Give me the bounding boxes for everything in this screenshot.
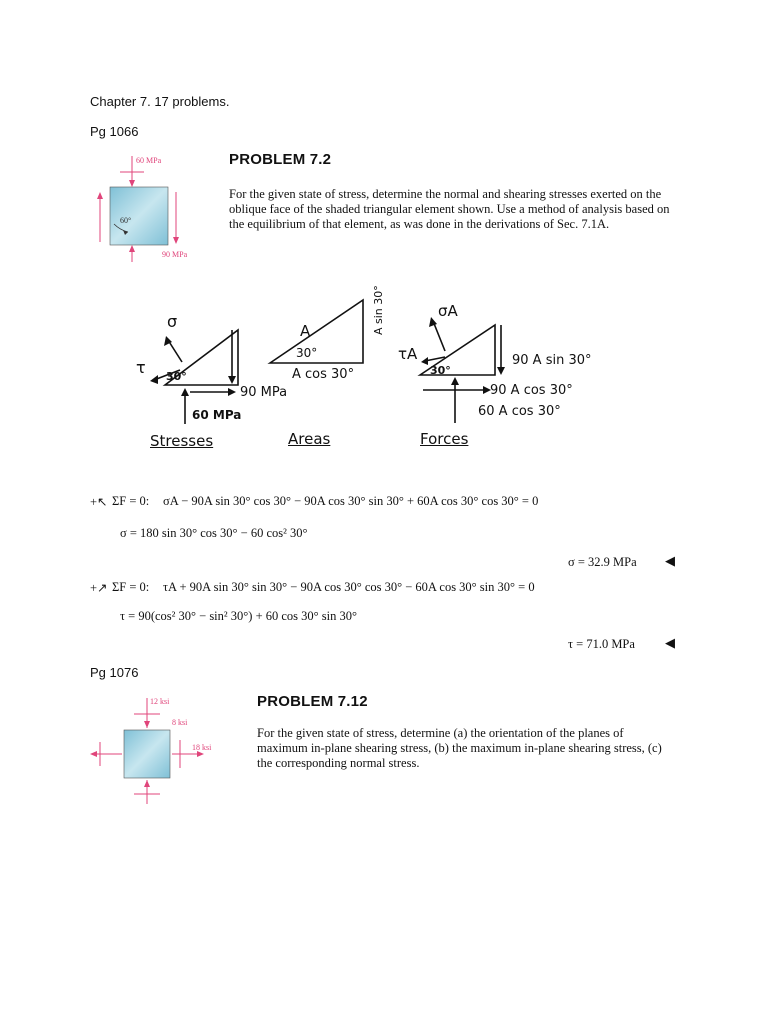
- stresses-tau-label: τ: [136, 358, 146, 377]
- problem-7-2-title: PROBLEM 7.2: [229, 151, 332, 168]
- forces-vertical-label: 90 A sin 30°: [512, 353, 592, 368]
- areas-bottom-label: A cos 30°: [292, 367, 355, 382]
- areas-caption: Areas: [288, 430, 331, 448]
- forces-horizontal-label: 90 A cos 30°: [490, 383, 573, 398]
- fig-label-60mpa: 60 MPa: [136, 156, 162, 165]
- equation-4: τ = 90(cos² 30° − sin² 30°) + 60 cos 30° sin 30°: [120, 609, 357, 623]
- areas-angle-label: 30°: [296, 346, 318, 360]
- forces-tau-label: τA: [398, 345, 418, 363]
- forces-bottom-label: 60 A cos 30°: [478, 404, 561, 419]
- stresses-90mpa-label: 90 MPa: [240, 385, 288, 400]
- stresses-caption: Stresses: [150, 432, 214, 450]
- equation-3-symbol: +↗: [90, 581, 108, 595]
- page-ref-1066: Pg 1066: [90, 124, 139, 139]
- fig-label-12ksi: 12 ksi: [150, 697, 170, 706]
- page-ref-1076: Pg 1076: [90, 665, 139, 680]
- equation-1-label: ΣF = 0:: [112, 494, 150, 508]
- equation-2: σ = 180 sin 30° cos 30° − 60 cos² 30°: [120, 526, 308, 540]
- fig-label-90mpa: 90 MPa: [162, 250, 188, 259]
- forces-sigma-label: σA: [438, 302, 458, 320]
- areas-hyp-label: A: [300, 322, 311, 340]
- equation-3-label: ΣF = 0:: [112, 580, 150, 594]
- areas-side-label: A sin 30°: [372, 285, 385, 335]
- stresses-60mpa-label: 60 MPa: [192, 408, 242, 422]
- chapter-heading: Chapter 7. 17 problems.: [90, 94, 230, 109]
- forces-caption: Forces: [420, 430, 469, 448]
- areas-sketch: [265, 295, 385, 375]
- answer-tau-marker: ◀: [665, 635, 675, 650]
- answer-tau: τ = 71.0 MPa: [568, 637, 635, 651]
- fig-label-8ksi: 8 ksi: [172, 718, 188, 727]
- stresses-sigma-label: σ: [167, 312, 178, 331]
- equation-1-symbol: +↖: [90, 495, 108, 509]
- fig-label-60deg: 60°: [120, 216, 132, 225]
- problem-7-12-title: PROBLEM 7.12: [257, 693, 368, 710]
- equation-3: τA + 90A sin 30° sin 30° − 90A cos 30° cos 30° − 60A cos 30° sin 30° = 0: [163, 580, 535, 594]
- answer-sigma: σ = 32.9 MPa: [568, 555, 637, 569]
- stress-element-figure-7-2: [92, 152, 202, 262]
- problem-7-12-text: For the given state of stress, determine (a) the orientation of the planes of maximum in-plane shearing stress, (b) the maximum in-plane shearing stress, (c) the corresponding normal stress.: [257, 726, 662, 770]
- fig-label-18ksi: 18 ksi: [192, 743, 212, 752]
- equation-1: σA − 90A sin 30° cos 30° − 90A cos 30° sin 30° + 60A cos 30° cos 30° = 0: [163, 494, 539, 508]
- stresses-angle-label: 30°: [166, 370, 187, 383]
- problem-7-2-text: For the given state of stress, determine the normal and shearing stresses exerted on the oblique face of the shaded triangular element shown. Use a method of analysis based on the equilibrium of that element, as was done in the derivations of Sec. 7.1A.: [229, 187, 670, 231]
- answer-sigma-marker: ◀: [665, 553, 675, 568]
- forces-angle-label: 30°: [430, 364, 451, 377]
